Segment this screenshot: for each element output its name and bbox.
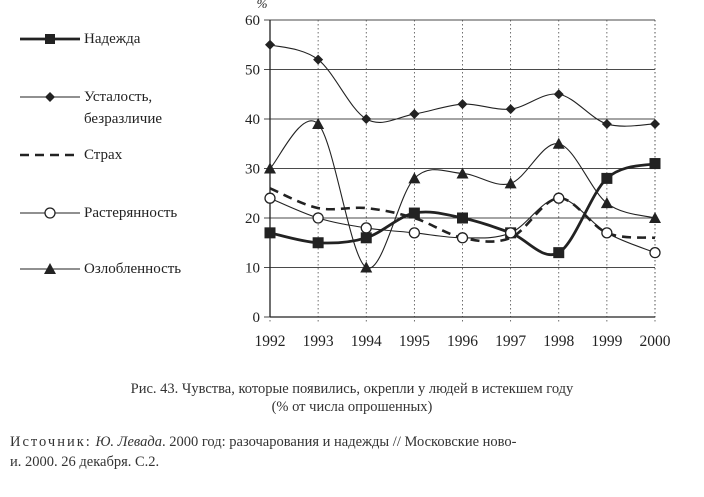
source-line-2: и. 2000. 26 декабря. С.2. [10, 454, 160, 470]
y-tick-label: 60 [245, 13, 260, 29]
source-line-1 [10, 432, 690, 452]
data-point [650, 248, 660, 258]
legend-item-nadezhda [18, 28, 140, 50]
legend-item-strakh [18, 144, 122, 166]
data-point [408, 172, 420, 183]
legend-swatch-nadezhda [18, 28, 82, 50]
legend-swatch-strakh [18, 144, 82, 166]
source-note [10, 432, 690, 472]
data-point [361, 232, 372, 243]
swatch-marker [45, 208, 55, 218]
x-tick-label: 1992 [254, 333, 286, 350]
swatch-marker [45, 92, 55, 102]
x-tick-label: 1997 [495, 333, 527, 350]
series-line [270, 121, 655, 268]
legend-label: Озлобленность [84, 261, 182, 277]
data-point [554, 89, 564, 99]
source-text-1: . 2000 год: разочарования и надежды // Московские ново- [161, 434, 517, 450]
y-tick-label: 30 [245, 161, 260, 178]
legend-item-rasteryannost [18, 202, 177, 224]
data-point [313, 213, 323, 223]
legend-label: Надежда [84, 31, 141, 47]
y-tick-label: 10 [245, 260, 260, 277]
x-tick-label: 2000 [639, 333, 671, 350]
legend-label: Растерянность [84, 205, 178, 221]
data-point [312, 118, 324, 129]
data-point [458, 233, 468, 243]
x-tick-label: 1996 [447, 333, 478, 350]
chart-legend [18, 16, 228, 296]
source-author: Ю. Левада [95, 434, 162, 450]
source-label: Источник: [10, 434, 92, 450]
legend-swatch-ozloblennost [18, 258, 82, 280]
data-point [506, 228, 516, 238]
data-point [265, 40, 275, 50]
y-tick-label: 0 [252, 310, 260, 326]
data-point [265, 227, 276, 238]
swatch-marker [45, 34, 55, 44]
x-tick-label: 1994 [350, 333, 382, 350]
legend-item-ozloblennost [18, 258, 181, 280]
data-point [602, 119, 612, 129]
data-point [553, 247, 564, 258]
legend-swatch-ustalost [18, 86, 82, 108]
data-point [313, 237, 324, 248]
y-tick-label: 50 [245, 62, 260, 79]
legend-swatch-rasteryannost [18, 202, 82, 224]
x-tick-label: 1993 [302, 333, 334, 350]
x-tick-label: 1999 [591, 333, 623, 350]
y-tick-label: 20 [245, 211, 260, 227]
data-point [457, 213, 468, 224]
x-tick-label: 1995 [398, 333, 430, 350]
data-point [505, 177, 517, 188]
data-point [458, 99, 468, 109]
y-axis-label: % [256, 0, 268, 11]
data-point [409, 228, 419, 238]
data-point [361, 223, 371, 233]
figure-caption [0, 380, 704, 416]
data-point [506, 104, 516, 114]
data-point [554, 193, 564, 203]
data-point [601, 173, 612, 184]
data-point [650, 119, 660, 129]
data-point [265, 193, 275, 203]
data-point [409, 208, 420, 219]
data-point [602, 228, 612, 238]
caption-line-1: Рис. 43. Чувства, которые появились, окрепли у людей в истекшем году [130, 381, 574, 397]
data-point [361, 114, 371, 124]
caption-line-2: (% от числа опрошенных) [271, 399, 433, 415]
data-point [409, 109, 419, 119]
data-point [650, 158, 661, 169]
y-tick-label: 40 [245, 112, 260, 128]
legend-label: Страх [84, 147, 123, 163]
legend-label: Усталость, безразличие [84, 89, 163, 127]
legend-item-ustalost [18, 86, 162, 130]
x-tick-label: 1998 [543, 333, 575, 350]
